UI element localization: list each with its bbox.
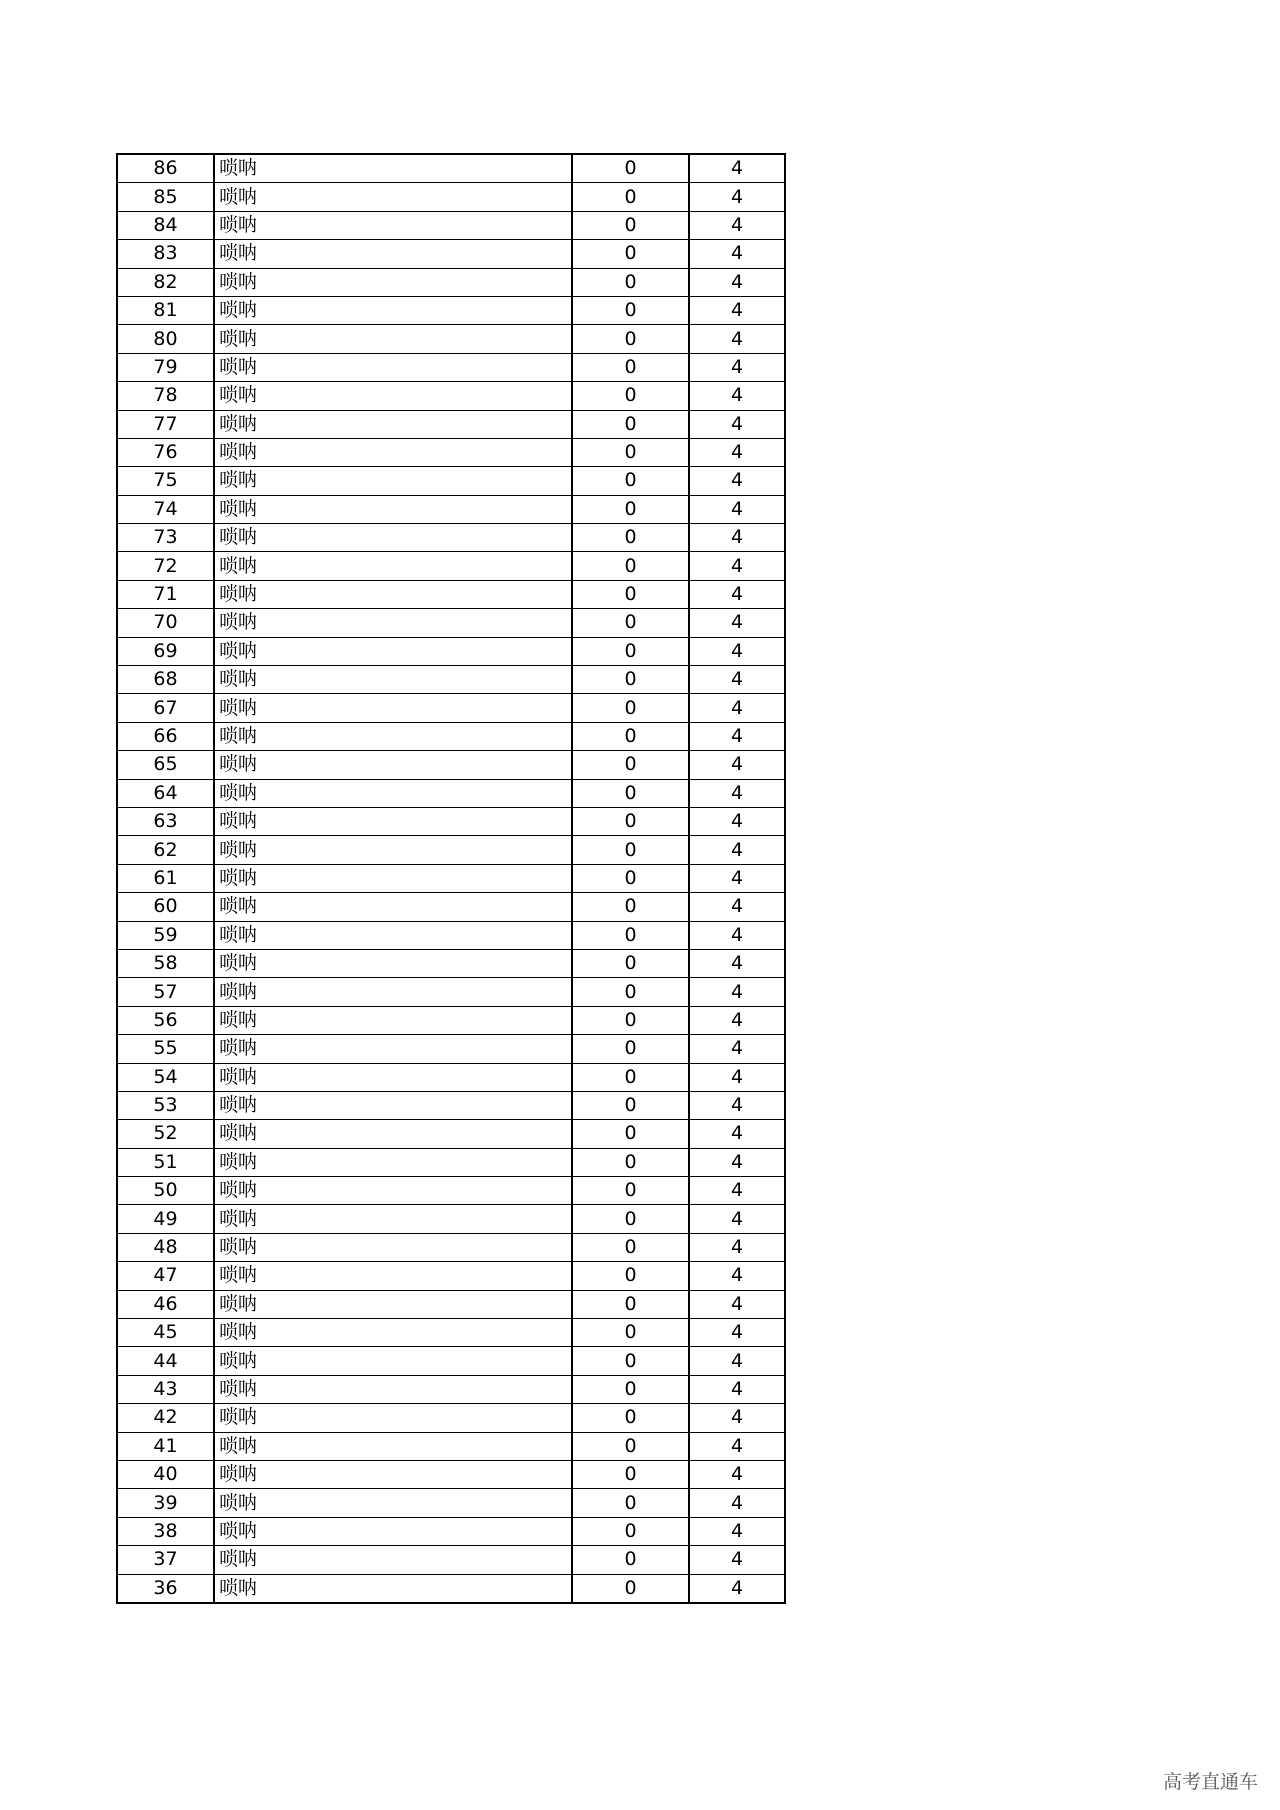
name-cell: 唢呐 (214, 1319, 572, 1347)
rank-cell: 47 (117, 1262, 214, 1290)
value-a-cell: 0 (572, 1319, 689, 1347)
value-b-cell: 4 (689, 1091, 785, 1119)
value-a-cell: 0 (572, 1091, 689, 1119)
table-row (117, 1460, 785, 1488)
value-a-cell: 0 (572, 325, 689, 353)
value-a-cell: 0 (572, 751, 689, 779)
name-cell: 唢呐 (214, 666, 572, 694)
rank-cell: 84 (117, 211, 214, 239)
value-a-cell: 0 (572, 268, 689, 296)
value-b-cell: 4 (689, 751, 785, 779)
value-a-cell: 0 (572, 524, 689, 552)
rank-cell: 43 (117, 1375, 214, 1403)
value-a-cell: 0 (572, 1177, 689, 1205)
table-row (117, 1432, 785, 1460)
value-a-cell: 0 (572, 978, 689, 1006)
table-row (117, 1035, 785, 1063)
score-table (116, 153, 786, 1604)
value-a-cell: 0 (572, 1574, 689, 1603)
name-cell: 唢呐 (214, 722, 572, 750)
name-cell: 唢呐 (214, 438, 572, 466)
name-cell: 唢呐 (214, 1205, 572, 1233)
name-cell: 唢呐 (214, 524, 572, 552)
table-row (117, 1262, 785, 1290)
value-a-cell: 0 (572, 807, 689, 835)
name-cell: 唢呐 (214, 893, 572, 921)
rank-cell: 60 (117, 893, 214, 921)
table-row (117, 580, 785, 608)
table-row (117, 1091, 785, 1119)
rank-cell: 58 (117, 949, 214, 977)
rank-cell: 74 (117, 495, 214, 523)
value-b-cell: 4 (689, 1148, 785, 1176)
name-cell: 唢呐 (214, 552, 572, 580)
value-a-cell: 0 (572, 637, 689, 665)
table-row (117, 240, 785, 268)
rank-cell: 56 (117, 1006, 214, 1034)
table-row (117, 751, 785, 779)
rank-cell: 42 (117, 1404, 214, 1432)
name-cell: 唢呐 (214, 1375, 572, 1403)
rank-cell: 40 (117, 1460, 214, 1488)
value-a-cell: 0 (572, 779, 689, 807)
table-row (117, 779, 785, 807)
value-a-cell: 0 (572, 495, 689, 523)
value-b-cell: 4 (689, 1262, 785, 1290)
value-a-cell: 0 (572, 183, 689, 211)
value-b-cell: 4 (689, 524, 785, 552)
rank-cell: 82 (117, 268, 214, 296)
rank-cell: 61 (117, 864, 214, 892)
rank-cell: 50 (117, 1177, 214, 1205)
table-row (117, 864, 785, 892)
table-row (117, 921, 785, 949)
name-cell: 唢呐 (214, 296, 572, 324)
value-a-cell: 0 (572, 1205, 689, 1233)
rank-cell: 45 (117, 1319, 214, 1347)
rank-cell: 37 (117, 1546, 214, 1574)
table-row (117, 183, 785, 211)
value-b-cell: 4 (689, 410, 785, 438)
value-a-cell: 0 (572, 552, 689, 580)
rank-cell: 73 (117, 524, 214, 552)
table-row (117, 1205, 785, 1233)
name-cell: 唢呐 (214, 1290, 572, 1318)
table-row (117, 154, 785, 183)
rank-cell: 51 (117, 1148, 214, 1176)
rank-cell: 76 (117, 438, 214, 466)
value-b-cell: 4 (689, 1035, 785, 1063)
name-cell: 唢呐 (214, 467, 572, 495)
value-b-cell: 4 (689, 467, 785, 495)
table-row (117, 609, 785, 637)
value-a-cell: 0 (572, 666, 689, 694)
value-b-cell: 4 (689, 1120, 785, 1148)
name-cell: 唢呐 (214, 1233, 572, 1261)
value-b-cell: 4 (689, 240, 785, 268)
rank-cell: 66 (117, 722, 214, 750)
value-a-cell: 0 (572, 949, 689, 977)
rank-cell: 63 (117, 807, 214, 835)
rank-cell: 49 (117, 1205, 214, 1233)
value-a-cell: 0 (572, 1290, 689, 1318)
value-b-cell: 4 (689, 1432, 785, 1460)
value-b-cell: 4 (689, 722, 785, 750)
value-b-cell: 4 (689, 779, 785, 807)
value-a-cell: 0 (572, 410, 689, 438)
table-row (117, 524, 785, 552)
table-row (117, 382, 785, 410)
value-a-cell: 0 (572, 1120, 689, 1148)
table-row (117, 836, 785, 864)
value-b-cell: 4 (689, 1375, 785, 1403)
value-a-cell: 0 (572, 1546, 689, 1574)
rank-cell: 79 (117, 353, 214, 381)
table-row (117, 978, 785, 1006)
rank-cell: 69 (117, 637, 214, 665)
value-a-cell: 0 (572, 836, 689, 864)
value-b-cell: 4 (689, 382, 785, 410)
rank-cell: 57 (117, 978, 214, 1006)
name-cell: 唢呐 (214, 1262, 572, 1290)
value-a-cell: 0 (572, 467, 689, 495)
value-b-cell: 4 (689, 438, 785, 466)
rank-cell: 71 (117, 580, 214, 608)
value-a-cell: 0 (572, 1035, 689, 1063)
rank-cell: 41 (117, 1432, 214, 1460)
table-row (117, 1148, 785, 1176)
value-a-cell: 0 (572, 296, 689, 324)
value-a-cell: 0 (572, 1006, 689, 1034)
value-b-cell: 4 (689, 1290, 785, 1318)
value-b-cell: 4 (689, 325, 785, 353)
value-a-cell: 0 (572, 154, 689, 183)
name-cell: 唢呐 (214, 353, 572, 381)
rank-cell: 83 (117, 240, 214, 268)
value-a-cell: 0 (572, 1148, 689, 1176)
name-cell: 唢呐 (214, 1091, 572, 1119)
value-a-cell: 0 (572, 1262, 689, 1290)
value-b-cell: 4 (689, 353, 785, 381)
value-a-cell: 0 (572, 1404, 689, 1432)
table-body (117, 154, 785, 1603)
rank-cell: 75 (117, 467, 214, 495)
name-cell: 唢呐 (214, 779, 572, 807)
value-b-cell: 4 (689, 154, 785, 183)
table-row (117, 353, 785, 381)
name-cell: 唢呐 (214, 580, 572, 608)
value-a-cell: 0 (572, 1489, 689, 1517)
name-cell: 唢呐 (214, 807, 572, 835)
table-row (117, 268, 785, 296)
name-cell: 唢呐 (214, 864, 572, 892)
name-cell: 唢呐 (214, 382, 572, 410)
value-b-cell: 4 (689, 1205, 785, 1233)
value-b-cell: 4 (689, 1404, 785, 1432)
rank-cell: 53 (117, 1091, 214, 1119)
table-row (117, 893, 785, 921)
value-a-cell: 0 (572, 353, 689, 381)
value-b-cell: 4 (689, 609, 785, 637)
name-cell: 唢呐 (214, 1177, 572, 1205)
rank-cell: 54 (117, 1063, 214, 1091)
rank-cell: 44 (117, 1347, 214, 1375)
table-row (117, 949, 785, 977)
table-row (117, 1006, 785, 1034)
rank-cell: 72 (117, 552, 214, 580)
value-a-cell: 0 (572, 694, 689, 722)
rank-cell: 55 (117, 1035, 214, 1063)
table-row (117, 467, 785, 495)
name-cell: 唢呐 (214, 1006, 572, 1034)
table-row (117, 722, 785, 750)
rank-cell: 70 (117, 609, 214, 637)
value-b-cell: 4 (689, 1177, 785, 1205)
value-a-cell: 0 (572, 1460, 689, 1488)
value-b-cell: 4 (689, 807, 785, 835)
value-a-cell: 0 (572, 1375, 689, 1403)
rank-cell: 59 (117, 921, 214, 949)
rank-cell: 81 (117, 296, 214, 324)
rank-cell: 85 (117, 183, 214, 211)
value-a-cell: 0 (572, 1432, 689, 1460)
name-cell: 唢呐 (214, 1517, 572, 1545)
value-b-cell: 4 (689, 1460, 785, 1488)
name-cell: 唢呐 (214, 154, 572, 183)
value-b-cell: 4 (689, 921, 785, 949)
table-row (117, 1177, 785, 1205)
site-watermark: 高考直通车 (1162, 1771, 1258, 1793)
name-cell: 唢呐 (214, 240, 572, 268)
value-a-cell: 0 (572, 240, 689, 268)
table-row (117, 296, 785, 324)
table-row (117, 807, 785, 835)
name-cell: 唢呐 (214, 637, 572, 665)
value-b-cell: 4 (689, 893, 785, 921)
name-cell: 唢呐 (214, 495, 572, 523)
rank-cell: 52 (117, 1120, 214, 1148)
table-row (117, 438, 785, 466)
table-row (117, 1233, 785, 1261)
rank-cell: 68 (117, 666, 214, 694)
rank-cell: 36 (117, 1574, 214, 1603)
name-cell: 唢呐 (214, 1460, 572, 1488)
value-b-cell: 4 (689, 211, 785, 239)
table-row (117, 666, 785, 694)
table-row (117, 1063, 785, 1091)
table-row (117, 325, 785, 353)
rank-cell: 39 (117, 1489, 214, 1517)
table-row (117, 1517, 785, 1545)
value-b-cell: 4 (689, 1233, 785, 1261)
rank-cell: 46 (117, 1290, 214, 1318)
value-b-cell: 4 (689, 552, 785, 580)
table-row (117, 1319, 785, 1347)
value-a-cell: 0 (572, 1233, 689, 1261)
name-cell: 唢呐 (214, 978, 572, 1006)
table-row (117, 694, 785, 722)
value-a-cell: 0 (572, 893, 689, 921)
value-b-cell: 4 (689, 637, 785, 665)
value-b-cell: 4 (689, 949, 785, 977)
table-row (117, 1120, 785, 1148)
rank-cell: 64 (117, 779, 214, 807)
value-b-cell: 4 (689, 268, 785, 296)
rank-cell: 67 (117, 694, 214, 722)
value-a-cell: 0 (572, 609, 689, 637)
value-b-cell: 4 (689, 1574, 785, 1603)
value-b-cell: 4 (689, 1517, 785, 1545)
rank-cell: 80 (117, 325, 214, 353)
name-cell: 唢呐 (214, 1120, 572, 1148)
table-row (117, 1347, 785, 1375)
value-a-cell: 0 (572, 382, 689, 410)
name-cell: 唢呐 (214, 268, 572, 296)
value-b-cell: 4 (689, 1006, 785, 1034)
table-row (117, 1404, 785, 1432)
rank-cell: 78 (117, 382, 214, 410)
value-b-cell: 4 (689, 1489, 785, 1517)
name-cell: 唢呐 (214, 183, 572, 211)
name-cell: 唢呐 (214, 1489, 572, 1517)
value-a-cell: 0 (572, 921, 689, 949)
name-cell: 唢呐 (214, 1432, 572, 1460)
table-row (117, 1546, 785, 1574)
name-cell: 唢呐 (214, 949, 572, 977)
name-cell: 唢呐 (214, 1063, 572, 1091)
rank-cell: 86 (117, 154, 214, 183)
value-b-cell: 4 (689, 1546, 785, 1574)
name-cell: 唢呐 (214, 410, 572, 438)
value-b-cell: 4 (689, 836, 785, 864)
table-row (117, 495, 785, 523)
value-b-cell: 4 (689, 1347, 785, 1375)
table-row (117, 1574, 785, 1603)
value-a-cell: 0 (572, 864, 689, 892)
name-cell: 唢呐 (214, 751, 572, 779)
rank-cell: 62 (117, 836, 214, 864)
value-a-cell: 0 (572, 1517, 689, 1545)
value-a-cell: 0 (572, 1347, 689, 1375)
table-row (117, 552, 785, 580)
name-cell: 唢呐 (214, 1574, 572, 1603)
value-b-cell: 4 (689, 864, 785, 892)
value-a-cell: 0 (572, 211, 689, 239)
value-b-cell: 4 (689, 1319, 785, 1347)
value-b-cell: 4 (689, 978, 785, 1006)
value-b-cell: 4 (689, 580, 785, 608)
name-cell: 唢呐 (214, 1546, 572, 1574)
rank-cell: 48 (117, 1233, 214, 1261)
value-b-cell: 4 (689, 296, 785, 324)
name-cell: 唢呐 (214, 1148, 572, 1176)
table-row (117, 1290, 785, 1318)
value-b-cell: 4 (689, 495, 785, 523)
value-a-cell: 0 (572, 438, 689, 466)
value-b-cell: 4 (689, 1063, 785, 1091)
name-cell: 唢呐 (214, 1404, 572, 1432)
value-a-cell: 0 (572, 722, 689, 750)
value-b-cell: 4 (689, 183, 785, 211)
table-row (117, 1489, 785, 1517)
value-a-cell: 0 (572, 1063, 689, 1091)
name-cell: 唢呐 (214, 325, 572, 353)
name-cell: 唢呐 (214, 694, 572, 722)
value-b-cell: 4 (689, 666, 785, 694)
rank-cell: 38 (117, 1517, 214, 1545)
rank-cell: 77 (117, 410, 214, 438)
value-b-cell: 4 (689, 694, 785, 722)
table-row (117, 1375, 785, 1403)
name-cell: 唢呐 (214, 211, 572, 239)
table-row (117, 637, 785, 665)
name-cell: 唢呐 (214, 921, 572, 949)
name-cell: 唢呐 (214, 1035, 572, 1063)
name-cell: 唢呐 (214, 836, 572, 864)
rank-cell: 65 (117, 751, 214, 779)
table-row (117, 211, 785, 239)
name-cell: 唢呐 (214, 609, 572, 637)
value-a-cell: 0 (572, 580, 689, 608)
name-cell: 唢呐 (214, 1347, 572, 1375)
table-row (117, 410, 785, 438)
